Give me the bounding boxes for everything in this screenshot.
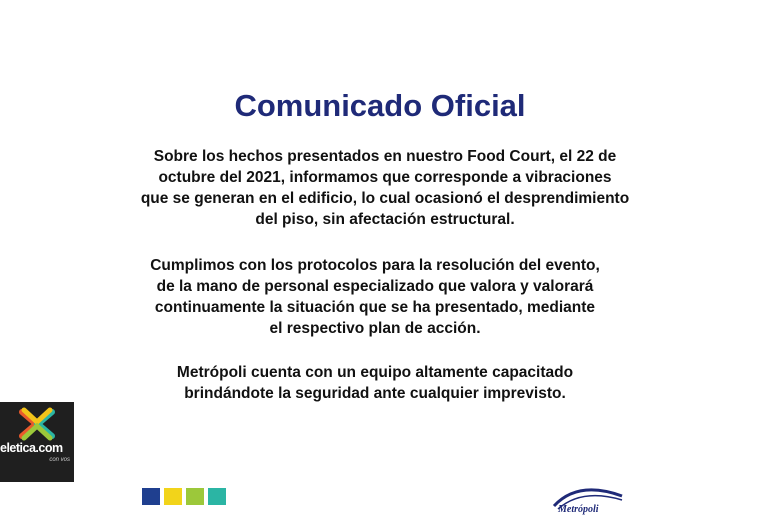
paragraph-line: continuamente la situación que se ha presentado, mediante [154,299,596,316]
color-square [164,488,182,505]
paragraph-protocols [100,255,650,339]
teletica-watermark [0,402,74,482]
paragraph-line: Metrópoli cuenta con un equipo altamente capacitado [176,364,574,381]
paragraph-incident [110,146,660,230]
watermark-text: eletica.com [0,441,63,455]
paragraph-line: de la mano de personal especializado que valora y valorará [156,278,594,295]
paragraph-closing [100,362,650,404]
logo-text: Metrópoli [558,504,599,515]
paragraph-line: el respectivo plan de acción. [269,320,481,337]
page-title: Comunicado Oficial [234,88,526,123]
brand-color-squares [142,488,226,505]
paragraph-line: Sobre los hechos presentados en nuestro Food Court, el 22 de [153,148,617,165]
color-square [142,488,160,505]
paragraph-line: brindándote la seguridad ante cualquier imprevisto. [184,385,566,402]
paragraph-line: Cumplimos con los protocolos para la resolución del evento, [150,257,600,274]
metropoli-logo [548,476,628,516]
teletica-x-icon [0,404,74,444]
paragraph-line: que se generan en el edificio, lo cual ocasionó el desprendimiento [140,190,630,207]
watermark-subtext: con vos [49,457,70,463]
paragraph-line: octubre del 2021, informamos que corresponde a vibraciones [158,169,612,186]
color-square [186,488,204,505]
paragraph-line: del piso, sin afectación estructural. [255,211,515,228]
color-square [208,488,226,505]
